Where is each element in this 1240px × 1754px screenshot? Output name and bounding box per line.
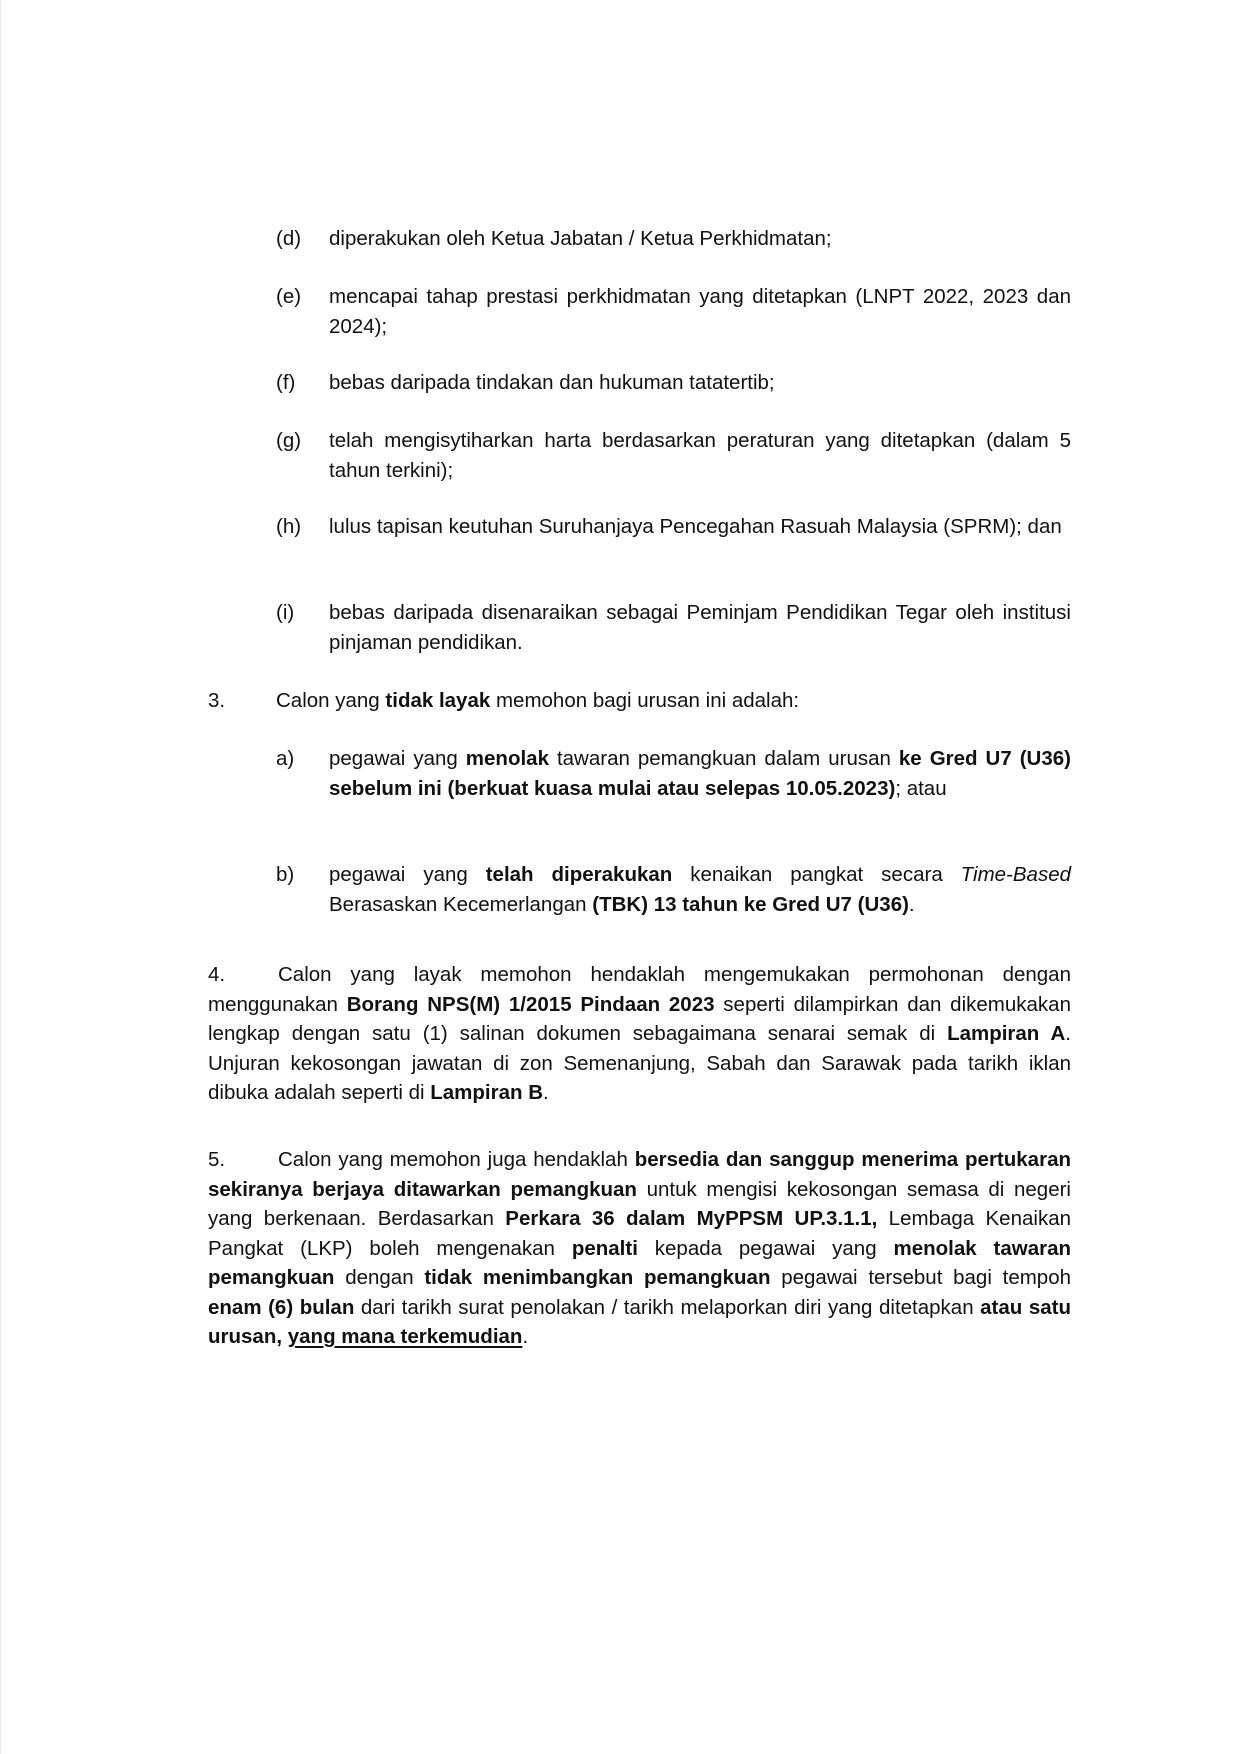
- text: kepada pegawai yang: [637, 1236, 894, 1260]
- bold-text: tidak menimbangkan pemangkuan: [424, 1266, 771, 1289]
- bold-text: bersedia dan sanggup menerima pertukaran sekiranya berjaya ditawarkan pemangkuan: [208, 1148, 1071, 1201]
- item-label: b): [276, 863, 295, 886]
- text: .: [543, 1081, 549, 1104]
- bold-text: tidak layak: [385, 689, 491, 712]
- item-label: (d): [276, 227, 302, 250]
- paragraph-4: [208, 960, 1071, 1108]
- text: Lembaga Kenaikan Pangkat (LKP) boleh mengenakan: [208, 1207, 1071, 1260]
- criteria-item-d: [276, 224, 1071, 254]
- paragraph-5: [208, 1145, 1071, 1352]
- text: memohon bagi urusan ini adalah:: [490, 689, 800, 712]
- bold-text: menolak tawaran pemangkuan: [208, 1236, 1072, 1289]
- ineligible-item-a: [276, 744, 1071, 803]
- paragraph-number: 4.: [208, 963, 226, 986]
- text: seperti dilampirkan dan dikemukakan lengkap dengan satu (1) salinan dokumen sebagaimana senarai semak di: [208, 992, 1071, 1045]
- page-edge: [0, 0, 2, 1754]
- text: Calon yang: [276, 689, 386, 712]
- text: tawaran pemangkuan dalam urusan: [548, 747, 899, 770]
- item-label: (h): [276, 515, 302, 538]
- paragraph-number: 5.: [208, 1148, 226, 1171]
- text: Calon yang memohon juga hendaklah: [278, 1148, 635, 1171]
- text: untuk mengisi kekosongan semasa di negeri yang berkenaan. Berdasarkan: [208, 1177, 1071, 1230]
- item-text: [329, 744, 1071, 803]
- bold-text: (TBK) 13 tahun ke Gred U7 (U36): [592, 892, 909, 916]
- text: dari tarikh surat penolakan / tarikh melaporkan diri yang ditetapkan: [354, 1295, 981, 1319]
- item-label: (i): [276, 601, 295, 624]
- text: pegawai tersebut bagi tempoh: [770, 1266, 1071, 1289]
- text: .: [522, 1325, 529, 1348]
- bold-text: Lampiran A: [947, 1022, 1066, 1045]
- text: pegawai yang: [329, 863, 486, 886]
- bold-text: Perkara 36 dalam MyPPSM UP.3.1.1,: [505, 1207, 878, 1230]
- item-label: (f): [276, 371, 296, 394]
- bold-text: Borang NPS(M) 1/2015 Pindaan 2023: [346, 992, 715, 1016]
- criteria-item-f: [276, 368, 1071, 398]
- item-label: (e): [276, 285, 302, 308]
- item-text: telah mengisytiharkan harta berdasarkan peraturan yang ditetapkan (dalam 5 tahun terkini);: [329, 429, 1071, 482]
- paragraph-3-intro: [208, 686, 1071, 716]
- criteria-item-e: [276, 282, 1071, 341]
- item-text: [329, 860, 1071, 919]
- underlined-bold-text: yang mana terkemudian: [287, 1325, 523, 1348]
- text: .: [908, 892, 915, 916]
- bold-text: atau satu urusan,: [208, 1295, 1072, 1348]
- text: . Unjuran kekosongan jawatan di zon Semenanjung, Sabah dan Sarawak pada tarikh iklan dibuka adalah seperti di: [208, 1022, 1071, 1104]
- text: pegawai yang: [329, 747, 466, 770]
- bold-text: Lampiran B: [430, 1081, 544, 1104]
- text: dengan: [334, 1266, 425, 1289]
- bold-text: penalti: [571, 1236, 638, 1260]
- ineligible-item-b: [276, 860, 1071, 919]
- item-text: bebas daripada disenaraikan sebagai Peminjam Pendidikan Tegar oleh institusi pinjaman pendidikan.: [329, 601, 1071, 654]
- bold-text: telah diperakukan: [485, 863, 673, 886]
- item-label: a): [276, 747, 295, 770]
- italic-text: Time-Based: [960, 863, 1071, 886]
- text: Calon yang layak memohon hendaklah mengemukakan permohonan dengan menggunakan: [208, 963, 1071, 1016]
- criteria-item-g: [276, 426, 1071, 485]
- bold-text: enam (6) bulan: [208, 1295, 355, 1319]
- text: kenaikan pangkat secara: [672, 863, 961, 886]
- item-text: bebas daripada tindakan dan hukuman tatatertib;: [329, 371, 775, 394]
- criteria-item-i: [276, 598, 1071, 657]
- item-text: lulus tapisan keutuhan Suruhanjaya Pencegahan Rasuah Malaysia (SPRM); dan: [329, 515, 1062, 538]
- item-text: diperakukan oleh Ketua Jabatan / Ketua Perkhidmatan;: [329, 227, 832, 250]
- item-label: (g): [276, 429, 302, 452]
- text: Berasaskan Kecemerlangan: [329, 892, 593, 916]
- criteria-item-h: [276, 512, 1071, 542]
- item-text: mencapai tahap prestasi perkhidmatan yang ditetapkan (LNPT 2022, 2023 dan 2024);: [329, 285, 1071, 338]
- bold-text: menolak: [465, 747, 549, 770]
- text: ; atau: [895, 776, 947, 800]
- bold-text: ke Gred U7 (U36) sebelum ini (berkuat kuasa mulai atau selepas 10.05.2023): [329, 747, 1071, 800]
- paragraph-number: 3.: [208, 689, 226, 712]
